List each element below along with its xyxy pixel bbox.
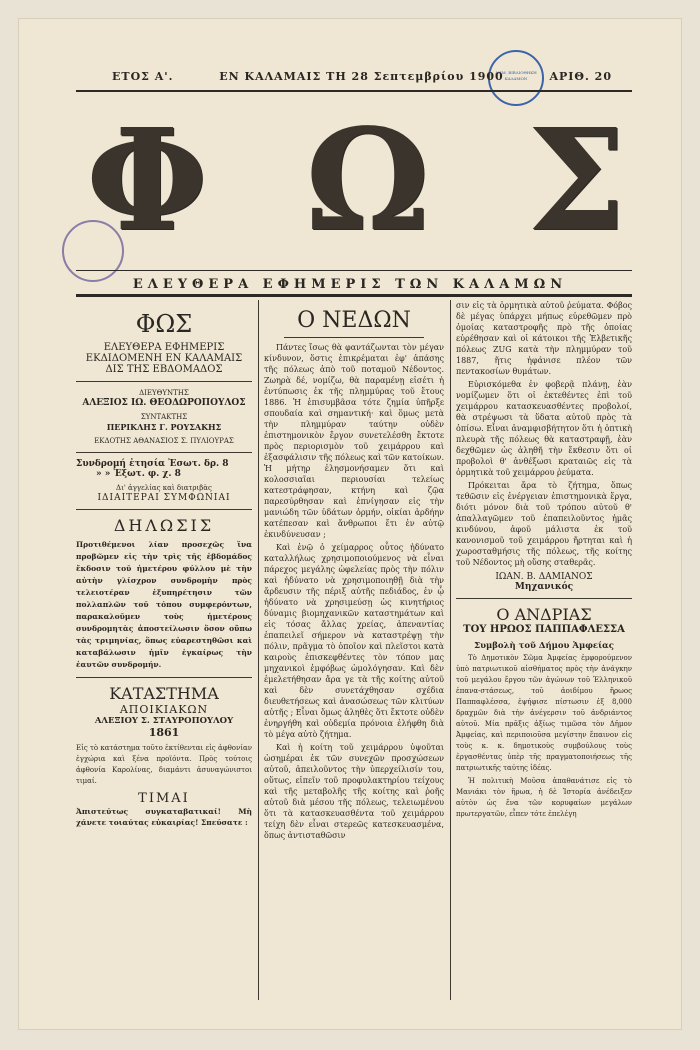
statue-paragraph-2: Ἡ πολιτικὴ Μοῦσα ἀπαθανάτισε εἰς τὸ Μανιάκι τὸν ἥρωα, ἡ δὲ Ἱστορία ἀνέδειξεν αὐτὸν ὡς ἕνα τῶν κορυφαίων μεγάλων πρωτεργατῶν, εἶπεν τότε ἐπελέγη (456, 777, 632, 818)
nedon-paragraph-1: Πάντες ἴσως θὰ φαντάζωνται τὸν μέγαν κίνδυνον, ὅστις ἐπικρέμαται ἐφ' ἁπάσης τῆς πόλεως ἀπὸ τοῦ ποταμοῦ Νέδοντος. Ζωηρὰ δέ, νομίζω, θὰ παραμένῃ εἰσέτι ἡ ἐντύπωσις ἐκ τῆς πλημμύρας τοῦ ἔτους 1886. Ἡ ἐπισυμβᾶσα τότε ζημία ὑπῆρξε σπουδαία καὶ σημαντική· καὶ ὅμως μετὰ τὴν πλημμύραν ταύτην οὐδὲν ἐπιστημονικὸν ἔργον συνετελέσθη ἔκτοτε πρὸς περιορισμὸν τοῦ χειμάρρου καὶ ἐξασφάλισιν τῆς πόλεως καὶ τῶν κατοίκων. Ἡ μήτηρ ἐλησμονήσαμεν ὅτι καὶ κολοσσιαῖαι περιουσίαι τελείως κατεστράφησαν, κτήνη καὶ ζῷα παρεσύρθησαν καὶ ἐπνίγησαν εἰς τὴν μανιώδη τῶν ὑδάτων ὁρμήν, οἰκίαι ἀρδήην κατέπεσαν καὶ ἄνθρωποι ἔτι ἐν αὐτῷ ἐκινδύνευσαν ; (264, 343, 445, 539)
right-column (456, 300, 632, 820)
subtitle-rule-top (76, 270, 632, 271)
left-sep-3 (76, 509, 252, 510)
signature-name: ΙΩΑΝ. Β. ΔΑΜΙΑΝΟΣ (495, 572, 593, 582)
nedon-paragraph-3: Καὶ ἡ κοίτη τοῦ χειμάρρου ὑψοῦται ὡσημέραι ἐκ τῶν συνεχῶν προσχώσεων αὐτοῦ, ἀπειλοῦντος τὴν ὑπερχείλισίν του, οὕτως, εἰπεῖν τοῦ προφυλακτηρίου τείχους καὶ τῆς μεταβολῆς τῆς κοίτης καὶ ῥοῆς αὐτοῦ διὰ μέσου τῆς πόλεως, τελειωμένου ὅτι τὰ κατασκευασθέντα τοῦ χειμάρρου τείχη δὲν εἶναι στερεῶς κατεσκευασμένα, ὅπως ἀντισταθῶσιν (264, 743, 444, 840)
nedon-continued-3: Πρόκειται ἄρα τὸ ζήτημα, ὅπως τεθῶσιν εἰς ἐνέργειαν ἐπιστημονικὰ ἔργα, διότι μόνον διὰ τοῦ τρόπου αὐτοῦ θ' ἀπαλλαγῶμεν τοῦ ἐπαπειλοῦντος ἡμᾶς κινδύνου, ἀφοῦ μάλιστα ἐκ τοῦ κανονισμοῦ τοῦ χειμάρρου ἤρτηται καὶ ἡ χωροσταθμήσις τῆς πόλεως, τῆς κοίτης τοῦ Νέδοντος μὴ οὔσης σταθερᾶς. (456, 481, 632, 567)
column-divider-2 (450, 300, 451, 1000)
nedon-title: Ο ΝΕΔΩΝ (297, 308, 411, 333)
middle-column (264, 300, 444, 841)
left-desc-3: ΔΙΣ ΤΗΣ ΕΒΔΟΜΑΔΟΣ (105, 364, 223, 375)
statue-heading: Συμβολὴ τοῦ Δήμου Ἀμφείας (474, 641, 614, 651)
shop-owner: ΑΛΕΞΙΟΥ Σ. ΣΤΑΥΡΟΠΟΥΛΟΥ (94, 716, 234, 726)
director-label: ΔΙΕΥΘΥΝΤΗΣ (139, 389, 189, 397)
shop-year: 1861 (148, 726, 180, 739)
middle-sep (284, 337, 424, 338)
masthead-place-date: ΕΝ ΚΑΛΑΜΑΙΣ ΤΗ 28 Σεπτεμβρίου 1900 (219, 70, 504, 83)
notice-title: ΔΗΛΩΣΙΣ (113, 516, 215, 535)
left-sep-4 (76, 677, 252, 678)
left-sep-2 (76, 452, 252, 453)
nedon-continued-2: Εὑρισκόμεθα ἐν φοβερᾷ πλάνῃ, ἐὰν νομίζωμεν ὅτι οἱ ἐκτεθέντες ἐπὶ τοῦ χειμάρρου κατασκευασθέντες προβολοί, θὰ στρέψωσι τὰ ὕδατα αὐτοῦ πρὸς τὰ ὀπίσω. Εἶναι ἀναμφισβήτητον ὅτι ἡ ὀπτικὴ πλευρὰ τῆς πόλεως θὰ καταστραφῇ, ἐὰν δεχθῶμεν ὡς ἀληθῆ τὴν ἔκθεσιν ὅτι οἱ προβολοὶ θ' ἀνθέξωσι κραταιῶς εἰς τὰ ὁρμητικὰ τοῦ χειμάρρου ῥεύματα. (456, 380, 632, 477)
title-letter-omega: Ω (305, 99, 430, 263)
shop-text: Εἰς τὸ κατάστημα τοῦτο ἐκτίθενται εἰς ἀφθονίαν ἐγχώρια καὶ ξένα προϊόντα. Πρὸς τούτοις ἀφθονία Καρολίνας, διαμάντι ἀσυναγώνιστοι τιμαί. (76, 744, 252, 785)
subscription-1: Συνδρομή ἐτησία Ἐσωτ. δρ. 8 (76, 459, 229, 469)
prices-text: Ἀπιστεύτως συγκαταβατικαί! Μὴ χάνετε τοιαύτας εὐκαιρίας! Σπεύσατε : (76, 807, 252, 827)
masthead-issue: ΑΡΙΘ. 20 (549, 70, 612, 83)
subtitle-rule-bottom (76, 294, 632, 297)
masthead-rule (76, 90, 632, 92)
left-column (76, 300, 252, 828)
subscription-2: » » Ἐξωτ. φ. χ. 8 (96, 469, 181, 479)
masthead (112, 70, 612, 83)
left-name: ΦΩΣ (135, 310, 193, 338)
prices-title: ΤΙΜΑΙ (138, 791, 190, 806)
title-letter-phi: Φ (86, 99, 208, 263)
column-divider-1 (258, 300, 259, 1000)
statue-title: Ο ΑΝΔΡΙΑΣ (496, 605, 592, 624)
publisher: ΕΚΔΟΤΗΣ ΑΘΑΝΑΣΙΟΣ Σ. ΠΥΛΙΟΥΡΑΣ (94, 437, 234, 445)
editor-name: ΠΕΡΙΚΛΗΣ Γ. ΡΟΥΣΑΚΗΣ (106, 422, 222, 432)
nedon-paragraph-2: Καὶ ἐνῷ ὁ χείμαρρος οὗτος ἠδύνατο καταλλήλως χρησιμοποιούμενος νὰ εἶναι πάρεχος μεγάλης ὠφελείας πρὸς τὴν πόλιν καὶ ἠδύνατο νὰ χρησιμοποιηθῇ διὰ τὴν ἄρδευσιν τῆς πέριξ αὐτῆς πεδιάδος, ἐν ᾧ ἠδύνατο νὰ χρησιμεύσῃ ὡς κινητήριος δύναμις βιομηχανικῶν καταστημάτων καὶ εἰς τόσας ἄλλας χρείας, ἀπεναντίας ἐπαπειλεῖ σήμερον νὰ καταστρέψῃ τὴν πόλιν, πρᾶγμα τὸ ὁποῖον καὶ πλεῖστοι κατὰ καιροὺς ἐπισκεφθέντες τὸν τόπον μας μηχανικοὶ ἐμφόβως ὡμολόγησαν. Καὶ δὲν ἐμελετήθησαν ἄρα γε τὰ τῆς κοίτης αὐτοῦ καὶ δὲν συνετάχθησαν σχέδια διευθετήσεως καὶ ἀνασώσεως τῶν κλιτύων αὐτῆς ; Εἶναι ὅμως ἀληθὲς ὅτι ἔκτοτε οὐδὲν ἐνηργήθη καὶ οὐδεμία πρόνοια ἐλήφθη διὰ τὸ μέγα αὐτὸ ζήτημα. (264, 543, 444, 739)
notice-text: Προτιθέμενοι λίαν προσεχῶς ἵνα προβῶμεν εἰς τὴν τρὶς τῆς ἑβδομάδος ἔκδοσιν τοῦ ἡμετέρου φύλλου μὲ τὴν αὐτὴν γλίσχρον συνδρομὴν πρὸς τελειοτέραν ἐξυπηρέτησιν τῶν πολλαπλῶν τοῦ τόπου συμφερόντων, παρακαλοῦμεν τοὺς ἡμετέρους συνδρομητὰς ἀποστείλωσιν ὅσον οὔπω τὰς τριμηνίας, ὅπως εὐαρεστηθῶσι καὶ καταβάλωσιν ἡμῖν ἐγκαίρως τὴν ἑαυτῶν συνδρομήν. (76, 540, 252, 669)
newspaper-title (86, 99, 626, 263)
left-desc-2: ΕΚΔΙΔΟΜΕΝΗ ΕΝ ΚΑΛΑΜΑΙΣ (85, 353, 243, 364)
shop-subtitle: ΑΠΟΙΚΙΑΚΩΝ (119, 703, 209, 716)
masthead-year: ΕΤΟΣ Α'. (112, 70, 174, 83)
editor-label: ΣΥΝΤΑΚΤΗΣ (140, 413, 188, 421)
statue-paragraph-1: Τὸ Δημοτικὸν Σῶμα Ἀμφείας ἐμφορούμενον ὑπὸ πατριωτικοῦ αἰσθήματος πρὸς τὴν ἀνάγκην τοῦ μεγάλου ἔργου τῶν ἀγώνων τοῦ Ἑλληνικοῦ ἐπανα-στάσεως, τοῦ ἀοιδίμου ἥρωος Παππαφλέσσα, ἐψήφισε πίστωσιν ἐξ 8,000 δραχμῶν διὰ τὴν ἀνέγερσιν τοῦ ἀνδριάντος αὐτοῦ. Μία πρᾶξις ἀξίως τιμῶσα τὸν Δῆμον Ἀμφείας, καὶ περιποιοῦσα μεγίστην ἔπαινον εἰς τοὺς κ. κ. δημοτικοὺς συμβούλους τοὺς ἐργασθέντας ὑπὲρ τῆς πραγματοποιήσεως τῆς πατριωτικῆς ταύτης ἰδέας. (456, 654, 632, 772)
title-letter-sigma: Σ (527, 99, 626, 263)
right-sep (456, 598, 632, 599)
signature-role: Μηχανικός (514, 582, 574, 592)
left-desc-1: ΕΛΕΥΘΕΡΑ ΕΦΗΜΕΡΙΣ (103, 342, 225, 353)
subtitle: ΕΛΕΥΘΕΡΑ ΕΦΗΜΕΡΙΣ ΤΩΝ ΚΑΛΑΜΩΝ (132, 277, 568, 292)
statue-subtitle: ΤΟΥ ΗΡΩΟΣ ΠΑΠΠΑΦΛΕΣΣΑ (463, 624, 625, 635)
ads-line-2: ΙΔΙΑΙΤΕΡΑΙ ΣΥΜΦΩΝΙΑΙ (97, 493, 231, 503)
left-sep-1 (76, 381, 252, 382)
shop-title: ΚΑΤΑΣΤΗΜΑ (109, 684, 219, 703)
director-name: ΑΛΕΞΙΟΣ ΙΩ. ΘΕΟΔΩΡΟΠΟΥΛΟΣ (82, 398, 246, 408)
nedon-continued-1: σιν εἰς τὰ ὁρμητικὰ αὐτοῦ ῥεύματα. Φόβος δὲ μέγας ὑπάρχει μήπως εὑρεθῶμεν πρὸ ὁμοίας καταστροφῆς πρὸ τῆς ὁποίας εὑρέθησαν καὶ οἱ κάτοικοι τῆς Ἑλβετικῆς πόλεως ZUG κατὰ τὴν πλημμύραν τοῦ 1887, ἥτις ἠφάνισε πλέον τῶν πεντακοσίων θυμάτων. (456, 301, 632, 376)
library-stamp-text: ΔΗΜ. ΒΙΒΛΙΟΘΗΚΗ ΚΑΛΑΜΩΝ (495, 70, 537, 81)
ads-line-1: Δι' ἀγγελίας καὶ διατριβὰς (116, 484, 212, 492)
